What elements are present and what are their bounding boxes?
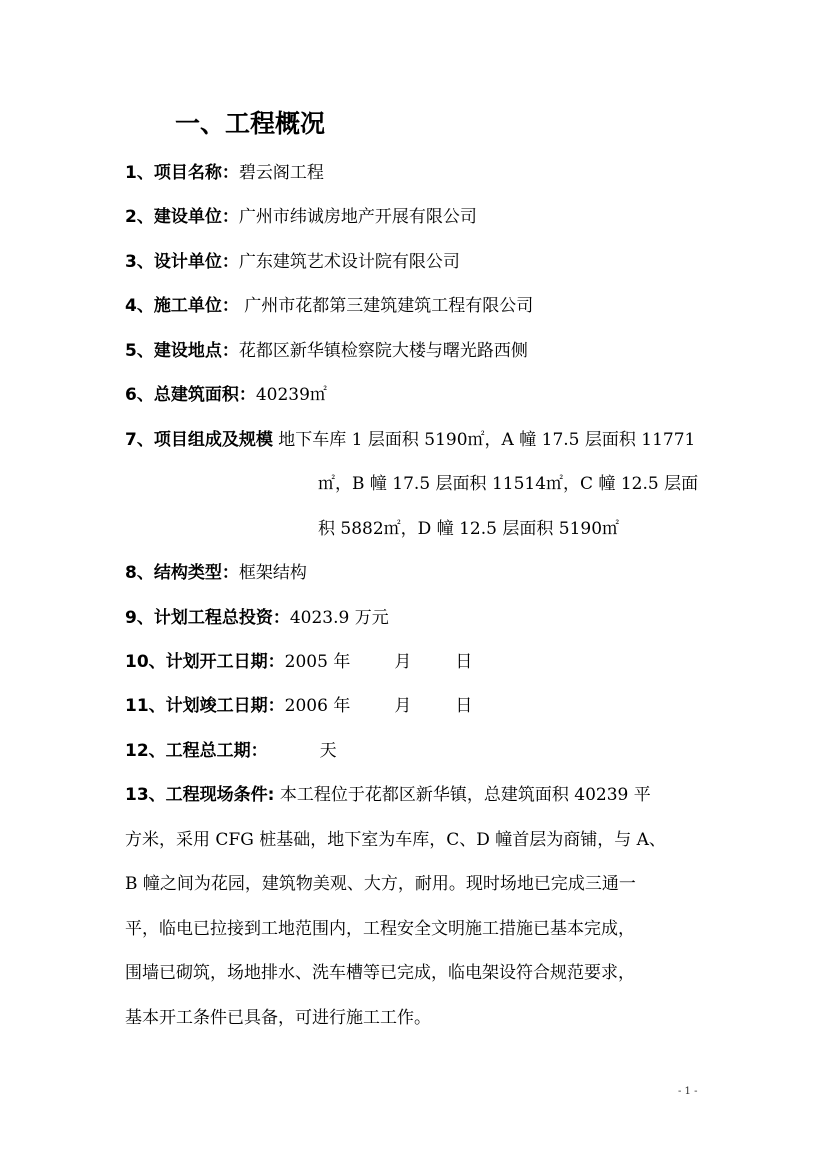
item-value: 4023.9 万元 [289, 608, 389, 628]
item-label: 4、施工单位： [125, 296, 239, 316]
page-number: - 1 - [678, 1086, 698, 1097]
item-label: 7、项目组成及规模 [125, 430, 273, 450]
item-investment [125, 605, 389, 631]
item-value: 本工程位于花都区新华镇，总建筑面积 40239 平 [274, 785, 651, 805]
date-month: 月 [394, 696, 412, 716]
item-client [125, 204, 477, 230]
item-completion-date [125, 693, 472, 719]
date-year: 2005 年 [284, 652, 351, 672]
item-start-date [125, 649, 472, 675]
item-label: 5、建设地点： [125, 341, 239, 361]
item-label: 11、计划竣工日期： [125, 696, 285, 716]
date-year: 2006 年 [284, 696, 351, 716]
site-paragraph-line: B 幢之间为花园，建筑物美观、大方，耐用。现时场地已完成三通一 [125, 874, 636, 894]
site-paragraph-line: 方米，采用 CFG 桩基础，地下室为车库，C、D 幢首层为商铺，与 A、 [125, 830, 666, 850]
item-scale [125, 427, 695, 453]
site-paragraph-line: 平，临电已拉接到工地范围内，工程安全文明施工措施已基本完成， [125, 919, 635, 939]
site-paragraph-line: 围墙已砌筑，场地排水、洗车槽等已完成，临电架设符合规范要求， [125, 963, 635, 983]
item-label: 6、总建筑面积： [125, 385, 256, 405]
item-value: 碧云阁工程 [238, 163, 324, 183]
date-month: 月 [394, 652, 412, 672]
item-value: 广州市花都第三建筑建筑工程有限公司 [238, 296, 534, 316]
item-value: 框架结构 [238, 563, 307, 583]
item-designer [125, 249, 460, 275]
item-duration [125, 738, 337, 764]
item-value: 广州市纬诚房地产开展有限公司 [238, 207, 477, 227]
item-label: 3、设计单位： [125, 252, 239, 272]
item-project-name [125, 160, 324, 186]
item-contractor [125, 293, 533, 319]
item-site-conditions [125, 782, 651, 808]
date-day: 日 [455, 652, 473, 672]
item-value: 40239㎡ [255, 385, 327, 405]
item-label: 8、结构类型： [125, 563, 239, 583]
item-total-area [125, 382, 327, 408]
item-label: 9、计划工程总投资： [125, 608, 290, 628]
item-scale-continuation: ㎡，B 幢 17.5 层面积 11514㎡，C 幢 12.5 层面 [318, 474, 699, 494]
item-label: 13、工程现场条件: [125, 785, 275, 805]
site-paragraph-line: 基本开工条件已具备，可进行施工工作。 [125, 1008, 431, 1028]
item-label: 10、计划开工日期： [125, 652, 285, 672]
item-structure-type [125, 560, 307, 586]
item-location [125, 338, 528, 364]
item-label: 2、建设单位： [125, 207, 239, 227]
item-label: 1、项目名称： [125, 163, 239, 183]
item-label: 12、工程总工期： [125, 741, 268, 761]
item-value: 广东建筑艺术设计院有限公司 [238, 252, 460, 272]
item-value: 地下车库 1 层面积 5190㎡，A 幢 17.5 层面积 11771 [272, 430, 696, 450]
item-scale-continuation: 积 5882㎡，D 幢 12.5 层面积 5190㎡ [318, 519, 620, 539]
item-value: 花都区新华镇检察院大楼与曙光路西侧 [238, 341, 528, 361]
date-day: 日 [455, 696, 473, 716]
item-value: 天 [319, 741, 337, 761]
section-title: 一、工程概况 [175, 109, 326, 138]
